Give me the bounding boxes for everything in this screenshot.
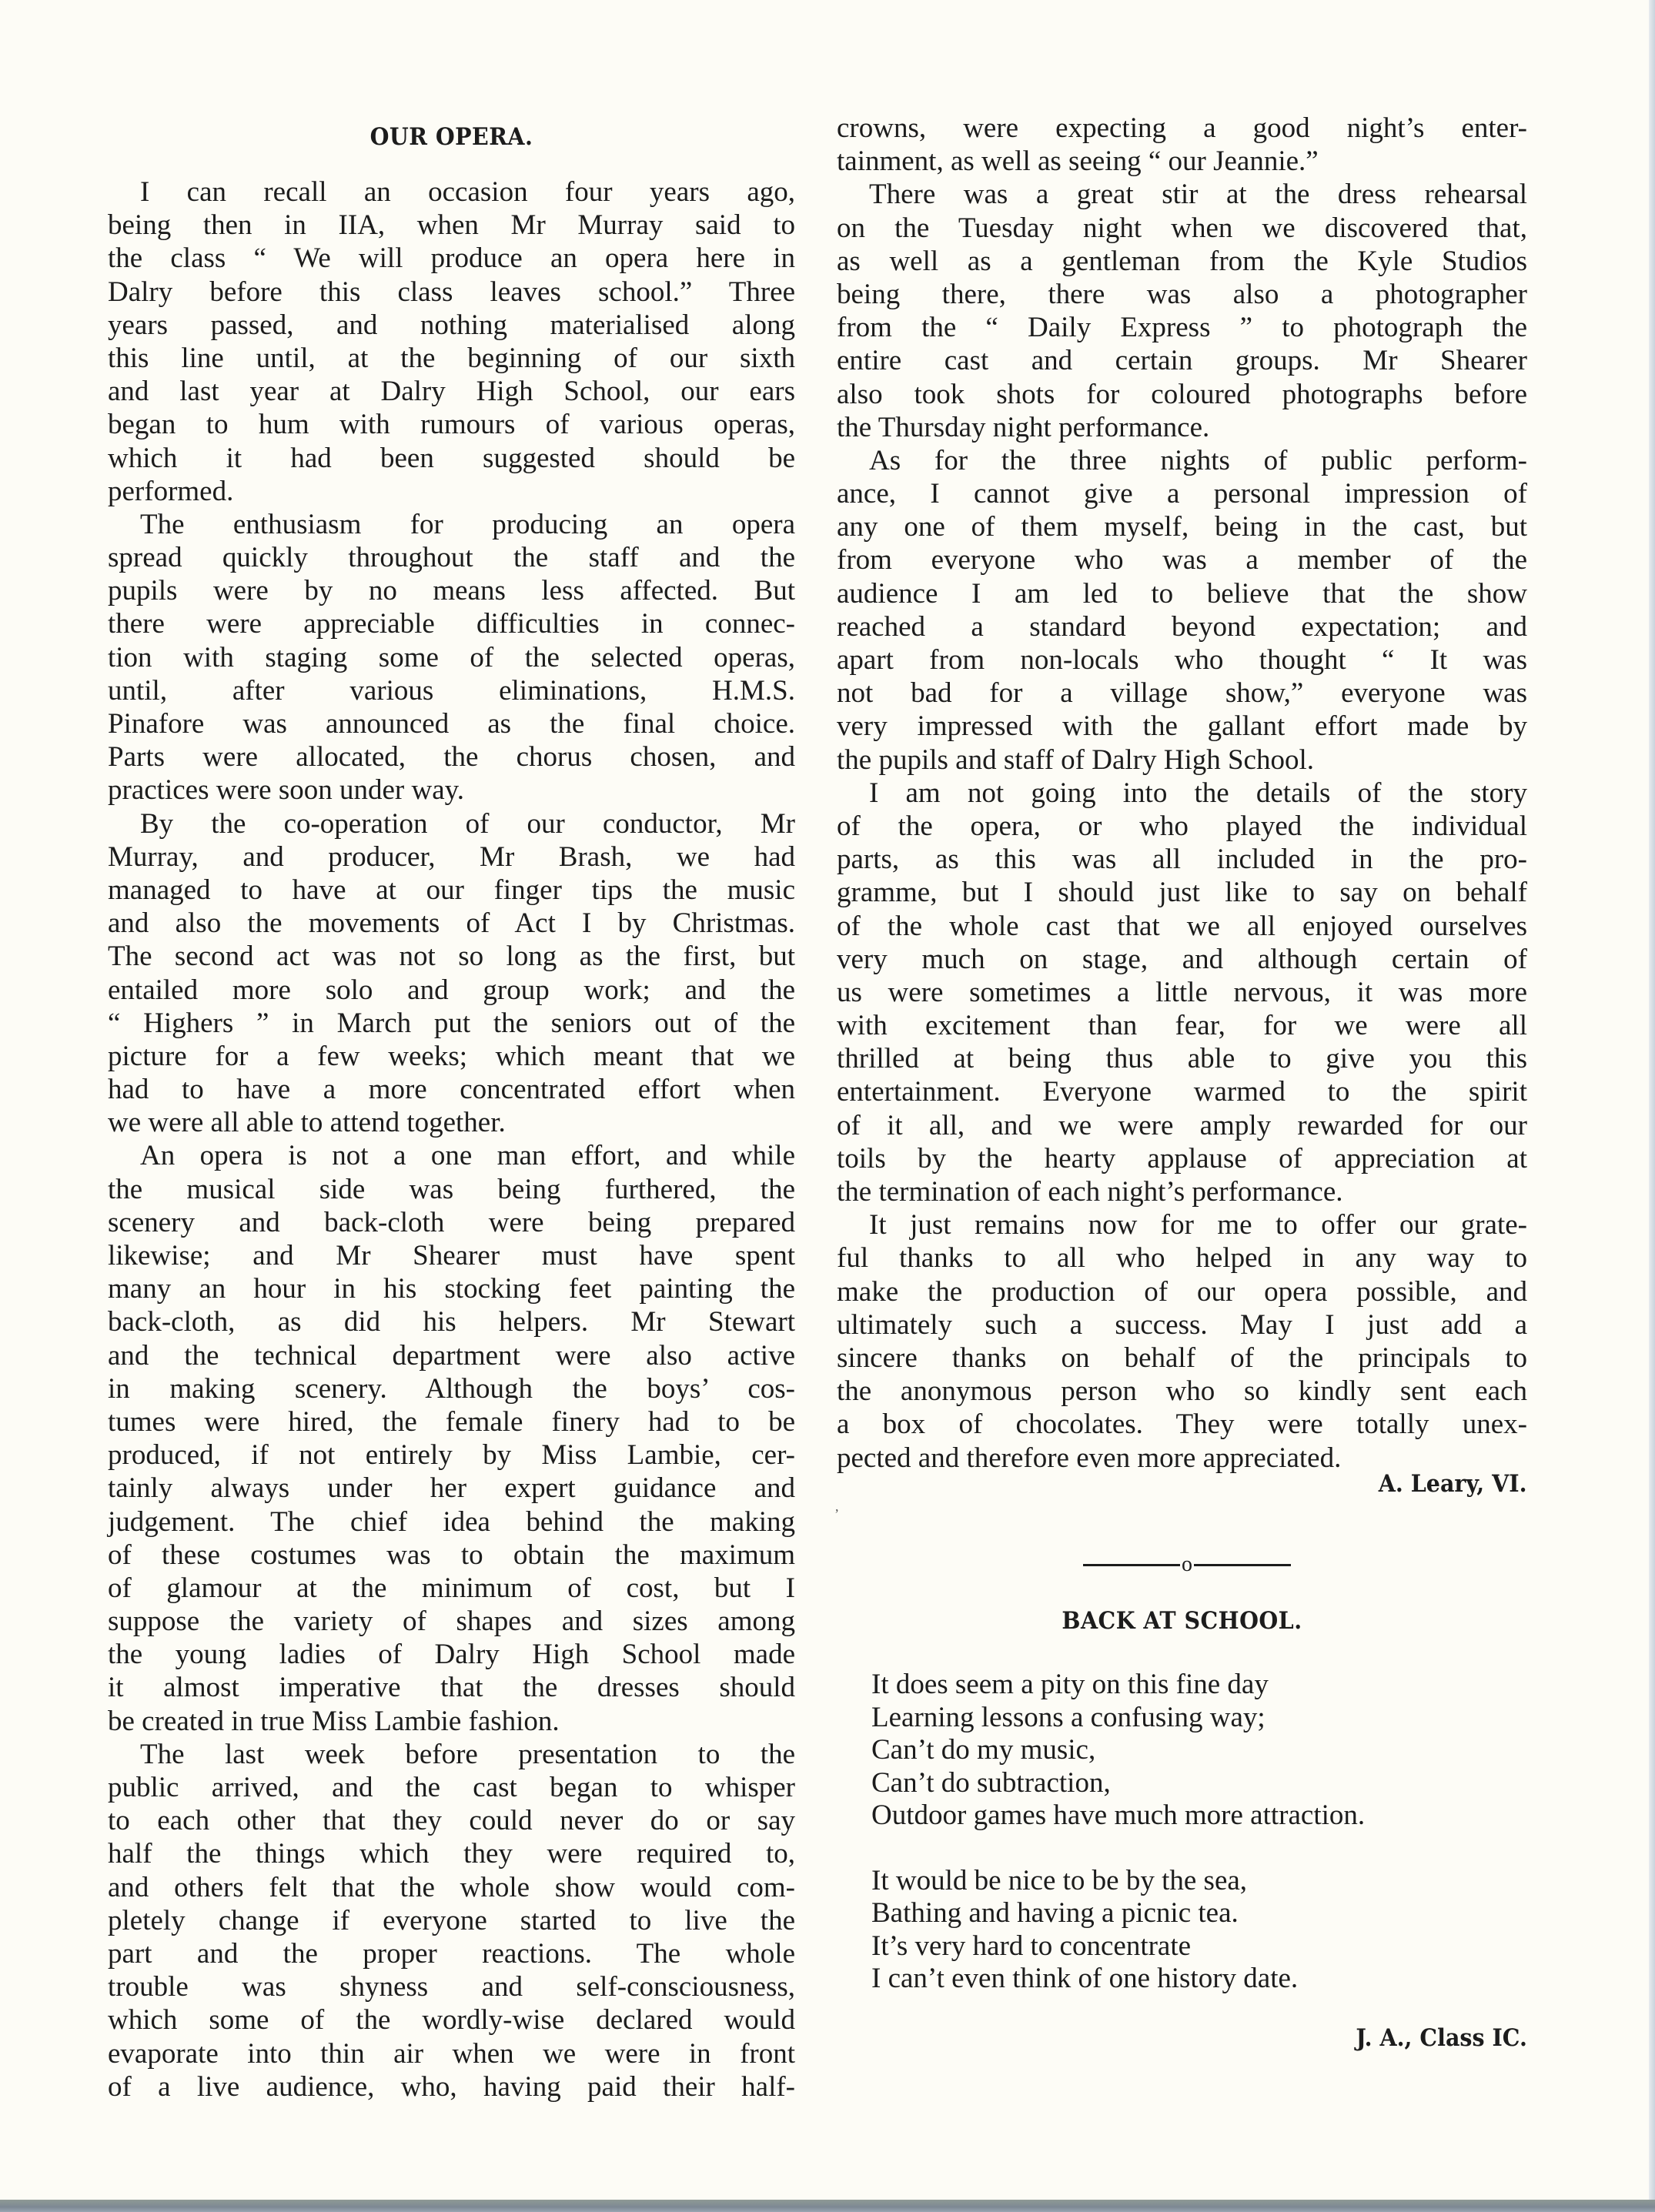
poem-line: It does seem a pity on this fine day: [871, 1669, 1269, 1700]
text-line: and the technical department were also active: [108, 1339, 795, 1372]
text-line: us were sometimes a little nervous, it was more: [837, 976, 1527, 1008]
poem-body: [871, 1669, 1365, 1996]
text-line: I can recall an occasion four years ago,: [140, 176, 795, 208]
text-line: pected and therefore even more appreciated.: [837, 1442, 1342, 1474]
text-line: being then in IIA, when Mr Murray said to: [108, 209, 795, 242]
poem-title: BACK AT SCHOOL.: [1062, 1607, 1302, 1635]
poem-signature: J. A., Class IC.: [1356, 2024, 1527, 2052]
text-line: years passed, and nothing materialised along: [108, 309, 795, 341]
text-line: I am not going into the details of the story: [869, 777, 1527, 809]
text-line: it almost imperative that the dresses should: [108, 1672, 795, 1704]
text-line: evaporate into thin air when we were in front: [108, 2037, 795, 2070]
text-line: the termination of each night’s performance.: [837, 1176, 1343, 1208]
text-line: suppose the variety of shapes and sizes among: [108, 1606, 795, 1638]
text-line: Parts were allocated, the chorus chosen, and: [108, 741, 795, 774]
text-line: spread quickly throughout the staff and the: [108, 542, 795, 574]
text-line: parts, as this was all included in the pro-: [837, 844, 1527, 876]
text-line: likewise; and Mr Shearer must have spent: [108, 1240, 795, 1271]
text-line: ultimately such a success. May I just add a: [837, 1308, 1527, 1341]
text-line: of a live audience, who, having paid their half-: [108, 2070, 795, 2103]
text-line: By the co-operation of our conductor, Mr: [140, 807, 795, 840]
poem-line: Can’t do my music,: [871, 1734, 1096, 1766]
text-line: be created in true Miss Lambie fashion.: [108, 1705, 560, 1737]
text-line: a box of chocolates. They were totally unex-: [837, 1408, 1527, 1441]
text-line: of these costumes was to obtain the maximum: [108, 1539, 795, 1571]
text-line: had to have a more concentrated effort when: [108, 1074, 795, 1106]
text-line: tainly always under her expert guidance and: [108, 1472, 795, 1505]
poem-line: Learning lessons a confusing way;: [871, 1701, 1265, 1733]
text-line: crowns, were expecting a good night’s enter-: [837, 112, 1527, 144]
text-line: the anonymous person who so kindly sent each: [837, 1375, 1527, 1408]
text-line: picture for a few weeks; which meant that we: [108, 1040, 795, 1072]
text-line: of glamour at the minimum of cost, but I: [108, 1572, 795, 1604]
text-line: the musical side was being furthered, the: [108, 1173, 795, 1205]
text-line: back-cloth, as did his helpers. Mr Stewart: [108, 1306, 795, 1338]
text-line: also took shots for coloured photographs before: [837, 378, 1527, 410]
text-line: very impressed with the gallant effort made by: [837, 710, 1527, 743]
text-line: to each other that they could never do or say: [108, 1805, 795, 1837]
poem-line: Outdoor games have much more attraction.: [871, 1799, 1366, 1831]
poem-line: I can’t even think of one history date.: [871, 1963, 1299, 1994]
text-line: make the production of our opera possible, and: [837, 1275, 1527, 1308]
text-line: produced, if not entirely by Miss Lambie, cer-: [108, 1439, 795, 1472]
text-line: and also the movements of Act I by Christmas.: [108, 907, 795, 940]
separator-rule-right: [1194, 1564, 1291, 1566]
text-line: part and the proper reactions. The whole: [108, 1937, 795, 1970]
text-line: tumes were hired, the female finery had to be: [108, 1405, 795, 1438]
text-line: As for the three nights of public perform-: [869, 444, 1527, 476]
text-line: There was a great stir at the dress rehearsal: [869, 179, 1527, 211]
text-line: which some of the wordly-wise declared would: [108, 2004, 795, 2037]
text-line: audience I am led to believe that the show: [837, 577, 1527, 610]
text-line: Pinafore was announced as the final choice.: [108, 708, 795, 740]
text-line: began to hum with rumours of various operas,: [108, 409, 795, 441]
text-line: pupils were by no means less affected. But: [108, 575, 795, 607]
text-line: reached a standard beyond expectation; and: [837, 610, 1527, 643]
text-line: pletely change if everyone started to live the: [108, 1904, 795, 1936]
text-line: of the opera, or who played the individual: [837, 810, 1527, 842]
text-line: scenery and back-cloth were being prepared: [108, 1206, 795, 1238]
text-line: not bad for a village show,” everyone was: [837, 677, 1527, 710]
text-line: we were all able to attend together.: [108, 1107, 506, 1139]
text-line: which it had been suggested should be: [108, 442, 795, 474]
text-line: It just remains now for me to offer our grate-: [869, 1209, 1527, 1241]
text-line: Dalry before this class leaves school.” Three: [108, 276, 795, 308]
poem-line: Bathing and having a picnic tea.: [871, 1897, 1239, 1929]
separator-ornament: o: [1182, 1552, 1192, 1576]
text-line: trouble was shyness and self-consciousness,: [108, 1971, 795, 2003]
page-edge-right: [1649, 0, 1655, 2212]
text-line: The second act was not so long as the first, but: [108, 941, 795, 973]
text-line: of the whole cast that we all enjoyed ourselves: [837, 910, 1527, 942]
text-line: entertainment. Everyone warmed to the spirit: [837, 1076, 1527, 1108]
poem-line: It’s very hard to concentrate: [871, 1930, 1192, 1962]
text-line: ance, I cannot give a personal impression of: [837, 478, 1527, 510]
text-line: toils by the hearty applause of appreciation at: [837, 1142, 1527, 1174]
text-line: sincere thanks on behalf of the principals to: [837, 1342, 1527, 1374]
text-line: any one of them myself, being in the cast, but: [837, 511, 1527, 543]
text-line: practices were soon under way.: [108, 774, 464, 807]
poem-line: Can’t do subtraction,: [871, 1766, 1111, 1799]
text-line: An opera is not a one man effort, and while: [140, 1140, 795, 1172]
text-line: tainment, as well as seeing “ our Jeannie.”: [837, 145, 1319, 178]
text-line: being there, there was also a photographer: [837, 278, 1527, 310]
text-line: of it all, and we were amply rewarded for our: [837, 1109, 1527, 1141]
text-line: very much on stage, and although certain of: [837, 943, 1527, 975]
text-line: thrilled at being thus able to give you this: [837, 1043, 1527, 1075]
text-line: tion with staging some of the selected operas,: [108, 641, 795, 673]
text-line: the class “ We will produce an opera here in: [108, 242, 795, 275]
article-title: OUR OPERA.: [369, 123, 533, 151]
text-line: this line until, at the beginning of our sixth: [108, 342, 795, 374]
text-line: public arrived, and the cast began to whisper: [108, 1772, 795, 1803]
text-line: gramme, but I should just like to say on behalf: [837, 877, 1527, 909]
text-line: from the “ Daily Express ” to photograph the: [837, 312, 1527, 344]
text-line: entire cast and certain groups. Mr Shearer: [837, 345, 1527, 377]
text-line: many an hour in his stocking feet painting the: [108, 1273, 795, 1305]
text-line: entailed more solo and group work; and the: [108, 974, 795, 1006]
text-line: apart from non-locals who thought “ It was: [837, 644, 1527, 676]
text-line: judgement. The chief idea behind the making: [108, 1505, 795, 1538]
text-line: in making scenery. Although the boys’ cos-: [108, 1372, 795, 1405]
text-line: from everyone who was a member of the: [837, 544, 1527, 576]
article-signature: A. Leary, VI.: [1379, 1470, 1527, 1498]
section-separator: [1083, 1553, 1291, 1576]
text-line: ful thanks to all who helped in any way to: [837, 1242, 1527, 1275]
text-line: as well as a gentleman from the Kyle Studios: [837, 245, 1527, 277]
text-line: Murray, and producer, Mr Brash, we had: [108, 840, 795, 873]
text-line: with excitement than fear, for we were all: [837, 1010, 1527, 1042]
text-line: the Thursday night performance.: [837, 411, 1210, 443]
print-speck: ,: [835, 1499, 839, 1514]
article-body-right: [837, 112, 1527, 1475]
text-line: “ Highers ” in March put the seniors out of the: [108, 1007, 795, 1039]
page-edge-bottom: [0, 2200, 1655, 2212]
text-line: there were appreciable difficulties in connec-: [108, 608, 795, 640]
poem-line: It would be nice to be by the sea,: [871, 1864, 1248, 1896]
text-line: The enthusiasm for producing an opera: [140, 508, 795, 540]
text-line: The last week before presentation to the: [140, 1738, 795, 1770]
text-line: and last year at Dalry High School, our ears: [108, 376, 795, 408]
article-body-left: [108, 175, 795, 2103]
text-line: on the Tuesday night when we discovered that,: [837, 212, 1527, 244]
text-line: the young ladies of Dalry High School made: [108, 1639, 795, 1671]
separator-rule-left: [1083, 1564, 1180, 1566]
text-line: managed to have at our finger tips the music: [108, 874, 795, 906]
text-line: half the things which they were required to,: [108, 1838, 795, 1870]
stanza-gap: [871, 1833, 1365, 1865]
text-line: until, after various eliminations, H.M.S.: [108, 674, 795, 707]
text-line: performed.: [108, 475, 234, 507]
text-line: and others felt that the whole show would com-: [108, 1871, 795, 1903]
text-line: the pupils and staff of Dalry High School.: [837, 743, 1315, 776]
